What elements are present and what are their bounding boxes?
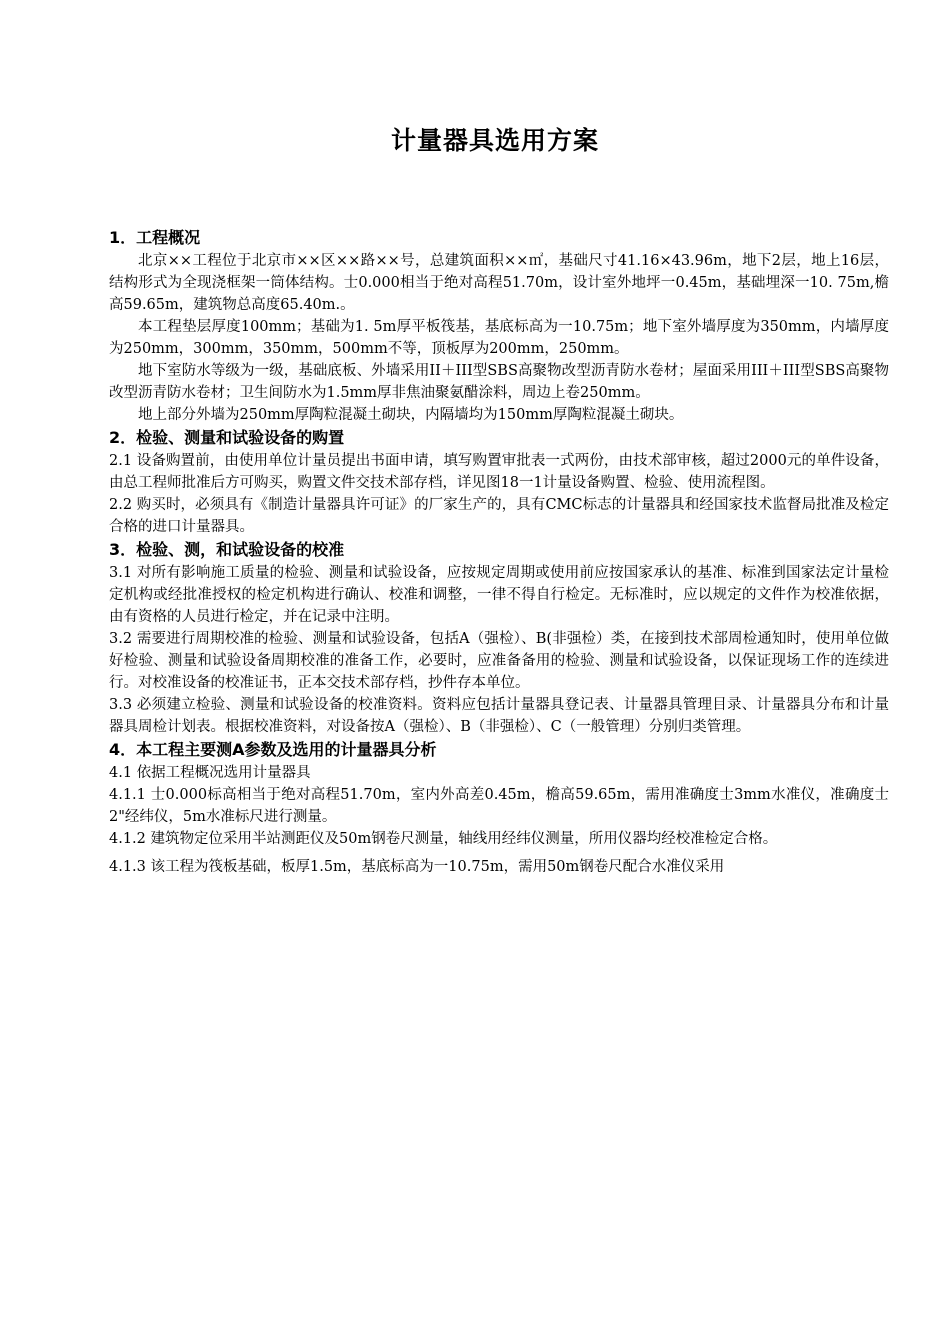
section-4-paragraph-2: 4.1.1 士0.000标高相当于绝对高程51.70m，室内外高差0.45m，檐高59.65m，需用准确度士3mm水准仪，准确度士2"经纬仪，5m水准标尺进行测量。 <box>109 787 889 825</box>
section-2-heading: 2．检验、测量和试验设备的购置 <box>109 428 345 447</box>
section-3-paragraph-2: 3.2 需要进行周期校准的检验、测量和试验设备，包括A（强检）、B(非强检）类，在接到技术部周检通知时，使用单位做好检验、测量和试验设备周期校准的准备工作，必要时，应准备备用的检验、测量和试验设备，以保证现场工作的连续进行。对校准设备的校准证书，正本交技术部存档，抄件存本单位。 <box>109 631 889 691</box>
section-2-paragraph-2: 2.2 购买时，必须具有《制造计量器具许可证》的厂家生产的，具有CMC标志的计量器具和经国家技术监督局批准及检定合格的进口计量器具。 <box>109 497 889 535</box>
section-4-paragraph-3: 4.1.2 建筑物定位采用半站测距仪及50m钢卷尺测量，轴线用经纬仪测量，所用仪器均经校准检定合格。 <box>109 831 778 847</box>
section-1-paragraph-2: 本工程垫层厚度100mm；基础为1. 5m厚平板筏基，基底标高为一10.75m；地下室外墙厚度为350mm，内墙厚度为250mm，300mm，350mm，500mm不等，顶板厚为200mm，250mm。 <box>109 319 889 357</box>
section-1-paragraph-4: 地上部分外墙为250mm厚陶粒混凝土砌块，内隔墙均为150mm厚陶粒混凝土砌块。 <box>138 407 684 423</box>
section-3-paragraph-1: 3.1 对所有影响施工质量的检验、测量和试验设备，应按规定周期或使用前应按国家承认的基准、标准到国家法定计量检定机构或经批准授权的检定机构进行确认、校准和调整，一律不得自行检定。无标准时，应以规定的文件作为校准依据，由有资格的人员进行检定，并在记录中注明。 <box>109 565 889 625</box>
section-1-heading: 1．工程概况 <box>109 228 201 247</box>
document-body <box>109 226 889 878</box>
section-2-paragraph-1: 2.1 设备购置前，由使用单位计量员提出书面申请，填写购置审批表一式两份，由技术部审核，超过2000元的单件设备，由总工程师批准后方可购买，购置文件交技术部存档，详见图18一1计量设备购置、检验、使用流程图。 <box>109 453 889 491</box>
section-4-heading: 4．本工程主要测A参数及选用的计量器具分析 <box>109 740 437 759</box>
document-title: 计量器具选用方案 <box>390 126 599 155</box>
section-1-paragraph-1: 北京××工程位于北京市××区××路××号，总建筑面积××㎡，基础尺寸41.16×43.96m，地下2层，地上16层，结构形式为全现浇框架一筒体结构。士0.000相当于绝对高程51.70m，设计室外地坪一0.45m，基础埋深一10. 75m,檐高59.65m，建筑物总高度65.40m.。 <box>109 253 889 313</box>
section-4-paragraph-1: 4.1 依据工程概况选用计量器具 <box>109 765 311 781</box>
section-1-paragraph-3: 地下室防水等级为一级，基础底板、外墙采用II＋III型SBS高聚物改型沥青防水卷材；屋面采用III＋III型SBS高聚物改型沥青防水卷材；卫生间防水为1.5mm厚非焦油聚氨醋涂料，周边上卷250mm。 <box>109 363 889 401</box>
section-3-paragraph-3: 3.3 必须建立检验、测量和试验设备的校准资料。资料应包括计量器具登记表、计量器具管理目录、计量器具分布和计量器具周检计划表。根据校准资料，对设备按A（强检）、B（非强检）、C（一般管理）分别归类管理。 <box>109 697 889 735</box>
section-3-heading: 3．检验、测，和试验设备的校准 <box>109 540 345 559</box>
section-4-paragraph-4: 4.1.3 该工程为筏板基础，板厚1.5m，基底标高为一10.75m，需用50m钢卷尺配合水准仪采用 <box>109 859 725 875</box>
